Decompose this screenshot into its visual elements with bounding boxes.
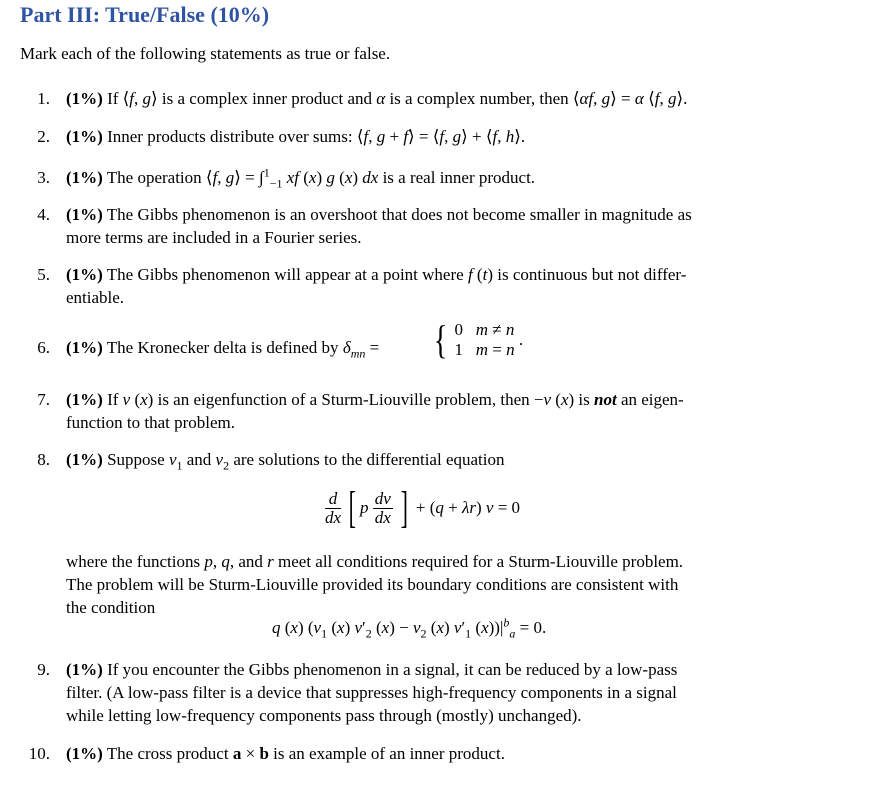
statement-text: is an example of an inner product.	[273, 744, 505, 763]
points: (1%)	[66, 89, 103, 108]
item-number: 3.	[37, 168, 50, 187]
points: (1%)	[66, 127, 103, 146]
document-page: Part III: True/False (10%) Mark each of the following statements as true or false. 1. (1%) If ⟨f, g⟩ is a complex inner product and α is a complex number, then ⟨αf, g⟩ = α ⟨f, g⟩. 2. (1%) Inner products distribute over sums: ⟨f, g + f⟩ = ⟨f, g⟩ + ⟨f, h⟩. 3. (1%) The operation ⟨f, g⟩ = ∫$^1_{-1}$ xf (x) g (x) dx is a real inner product. 4. (1%) The Gibbs phenomenon is an overshoot that does not become smaller in magnitude as more terms are included in a Fourier series. 5. (1%) The Gibbs phenomenon will appear at a point where f (t) is continuous but not differ- entiable. 6. (1%) The Kronecker delta is defined by $\delta_{mn}$ = { 0 m ≠ n 1 m = n . 7. (1%) If v (x) is an eigenfunction of a Sturm-Liouville problem, then −v (x) is not an eigen- function to that problem. 8. (1%) Suppose $v_1$ and $v_2$ are solutions to the differential equation $\frac{d}{dx}$ [ p $\frac{dv}{dx}$ ] + (q + λr) v = 0 where the functions p, q, and r meet all conditions required for a Sturm-Liouville problem. The problem will be Sturm-Liouville provided its boundary conditions are consistent with the condition q (x) ($v_1$ (x) $v'_2$ $(x) - v_2$ (x) $v'_1$ $(x))|^b_a = 0$. 9. (1%) If you encounter the Gibbs phenomenon in a signal, it can be reduced by a low-pass filter. (A low-pass filter is a device that suppresses high-frequency components in a signal while letting low-frequency components pass through (mostly) unchanged). 10. (1%) The cross product a × b is an example of an inner product.	[0, 0, 876, 796]
item-number: 10.	[28, 744, 50, 763]
statement-text: function to that problem.	[66, 413, 236, 432]
statement-text: The Gibbs phenomenon is an overshoot that does not become smaller in magnitude as	[106, 205, 692, 224]
statement-text: while letting low-frequency components pass through (mostly) unchanged).	[66, 706, 582, 725]
item-number: 4.	[37, 205, 50, 224]
item-number: 7.	[37, 390, 50, 409]
statement-text: filter. (A low-pass filter is a device that suppresses high-frequency components in a signal	[66, 683, 677, 702]
statement-text: If	[107, 390, 119, 409]
points: (1%)	[66, 265, 103, 284]
statement-text: meet all conditions required for a Sturm-Liouville problem.	[278, 552, 684, 571]
statement-text: The cross product	[106, 744, 229, 763]
statement-text: If you encounter the Gibbs phenomenon in a signal, it can be reduced by a low-pass	[107, 660, 678, 679]
statement-text: the condition	[66, 598, 156, 617]
item-number: 2.	[37, 127, 50, 146]
statement-text: Suppose	[107, 450, 165, 469]
statement-text: and	[186, 450, 212, 469]
instructions: Mark each of the following statements as true or false.	[20, 44, 391, 63]
boundary-condition-equation: q (x) ($v_1$ (x) $v'_2$ $(x) - v_2$ (x) $v'_1$ $(x))|^b_a = 0$.	[272, 615, 547, 641]
points: (1%)	[66, 205, 103, 224]
statement-text: and	[238, 552, 263, 571]
statement-text: an eigen-	[620, 390, 684, 409]
statement-text: is an eigenfunction of a Sturm-Liouville problem, then	[157, 390, 530, 409]
statement-text: The Kronecker delta is defined by	[106, 338, 339, 357]
kronecker-cases: { 0 m ≠ n 1 m = n .	[433, 317, 524, 362]
statement-text: The operation	[106, 168, 202, 187]
statement-text: where the functions	[66, 552, 201, 571]
points: (1%)	[66, 338, 103, 357]
points: (1%)	[66, 744, 103, 763]
statement-text: is continuous but not differ-	[497, 265, 687, 284]
statement-text: Inner products distribute over sums:	[107, 127, 353, 146]
points: (1%)	[66, 660, 103, 679]
item-number: 1.	[37, 89, 50, 108]
statement-text: is a real inner product.	[382, 168, 536, 187]
item-number: 5.	[37, 265, 50, 284]
sturm-liouville-equation: $\frac{d}{dx}$ [ p $\frac{dv}{dx}$ ] + (q + λr) v = 0	[325, 483, 521, 532]
statement-text: entiable.	[66, 288, 125, 307]
statement-text: is	[578, 390, 590, 409]
item-number: 6.	[37, 338, 50, 357]
points: (1%)	[66, 168, 103, 187]
statement-text: more terms are included in a Fourier series.	[66, 228, 362, 247]
statement-text: The Gibbs phenomenon will appear at a point where	[106, 265, 464, 284]
emphasis-not: not	[594, 390, 617, 409]
item-number: 9.	[37, 660, 50, 679]
points: (1%)	[66, 390, 103, 409]
section-title: Part III: True/False (10%)	[20, 2, 270, 27]
statement-text: are solutions to the differential equation	[233, 450, 505, 469]
statement-text: The problem will be Sturm-Liouville provided its boundary conditions are consistent with	[66, 575, 679, 594]
item-number: 8.	[37, 450, 50, 469]
points: (1%)	[66, 450, 103, 469]
